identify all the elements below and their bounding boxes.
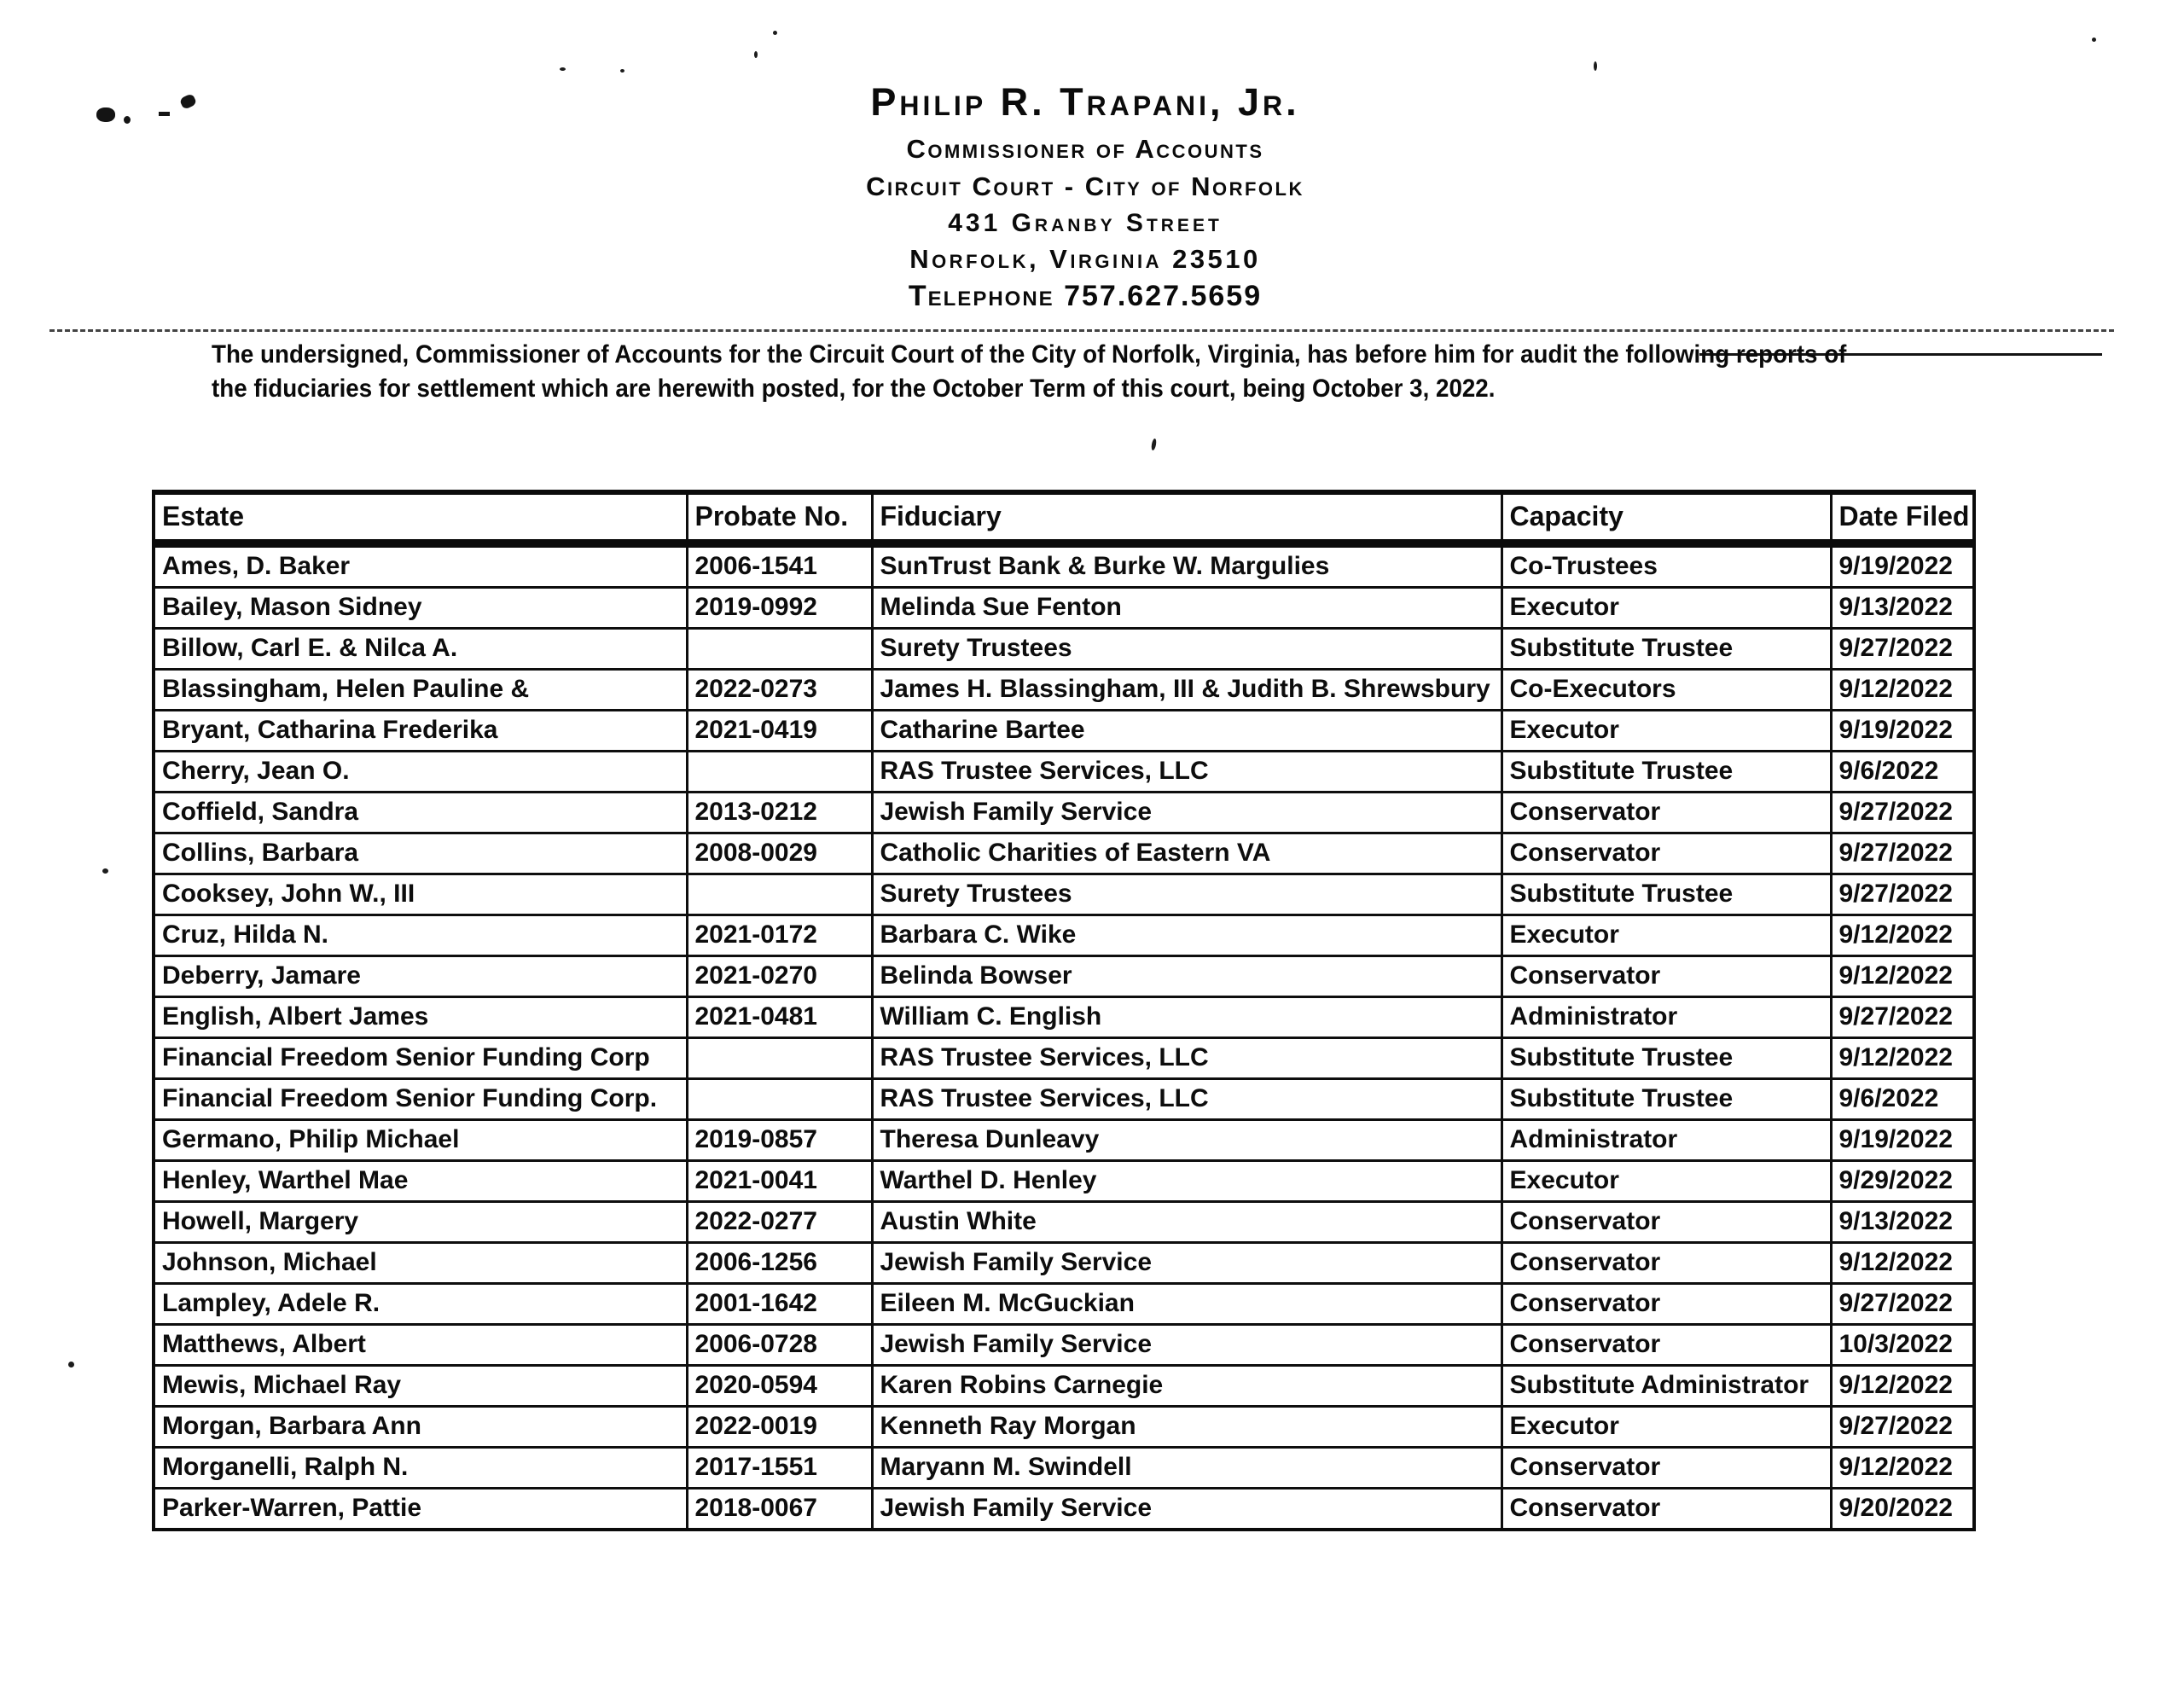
notice-line-2: the fiduciaries for settlement which are herewith posted, for the October Term of this court, being October 3, 2022. — [212, 375, 1496, 403]
cell-capacity: Substitute Trustee — [1502, 752, 1831, 793]
cell-estate: Ames, D. Baker — [154, 543, 687, 588]
cell-fiduciary: Theresa Dunleavy — [872, 1120, 1502, 1161]
cell-probate-no: 2001-1642 — [687, 1284, 872, 1325]
cell-capacity: Conservator — [1502, 1284, 1831, 1325]
cell-estate: Bailey, Mason Sidney — [154, 588, 687, 629]
cell-date-filed: 9/27/2022 — [1831, 629, 1974, 670]
cell-fiduciary: Catharine Bartee — [872, 711, 1502, 752]
cell-estate: Financial Freedom Senior Funding Corp. — [154, 1079, 687, 1120]
cell-fiduciary: Jewish Family Service — [872, 1489, 1502, 1530]
col-header-capacity: Capacity — [1502, 492, 1831, 543]
cell-probate-no: 2021-0041 — [687, 1161, 872, 1202]
cell-capacity: Conservator — [1502, 1202, 1831, 1243]
cell-capacity: Administrator — [1502, 1120, 1831, 1161]
col-header-fiduciary: Fiduciary — [872, 492, 1502, 543]
cell-fiduciary: Jewish Family Service — [872, 1325, 1502, 1366]
cell-estate: Howell, Margery — [154, 1202, 687, 1243]
cell-capacity: Substitute Trustee — [1502, 1038, 1831, 1079]
cell-probate-no: 2006-1541 — [687, 543, 872, 588]
cell-estate: Billow, Carl E. & Nilca A. — [154, 629, 687, 670]
cell-capacity: Administrator — [1502, 997, 1831, 1038]
cell-probate-no: 2018-0067 — [687, 1489, 872, 1530]
cell-probate-no — [687, 874, 872, 915]
table-row — [154, 915, 1974, 956]
notice-line-1: The undersigned, Commissioner of Accounts for the Circuit Court of the City of Norfolk, Virginia, has before him for audit the following reports of — [212, 340, 1847, 369]
cell-probate-no: 2008-0029 — [687, 833, 872, 874]
cell-fiduciary: RAS Trustee Services, LLC — [872, 752, 1502, 793]
cell-estate: Johnson, Michael — [154, 1243, 687, 1284]
table-row — [154, 1407, 1974, 1448]
cell-capacity: Co-Executors — [1502, 670, 1831, 711]
cell-date-filed: 9/20/2022 — [1831, 1489, 1974, 1530]
cell-probate-no — [687, 1038, 872, 1079]
cell-probate-no: 2022-0019 — [687, 1407, 872, 1448]
cell-estate: Mewis, Michael Ray — [154, 1366, 687, 1407]
cell-capacity: Substitute Administrator — [1502, 1366, 1831, 1407]
cell-probate-no: 2022-0273 — [687, 670, 872, 711]
estate-table-body — [154, 543, 1974, 1530]
table-row — [154, 711, 1974, 752]
cell-date-filed: 9/19/2022 — [1831, 543, 1974, 588]
cell-estate: Germano, Philip Michael — [154, 1120, 687, 1161]
cell-date-filed: 9/13/2022 — [1831, 1202, 1974, 1243]
letterhead-address: 431 Granby Street — [948, 209, 1223, 237]
table-row — [154, 1325, 1974, 1366]
cell-probate-no: 2021-0481 — [687, 997, 872, 1038]
cell-probate-no: 2006-1256 — [687, 1243, 872, 1284]
table-row — [154, 956, 1974, 997]
cell-capacity: Executor — [1502, 711, 1831, 752]
letterhead-court: Circuit Court - City of Norfolk — [866, 171, 1304, 201]
cell-capacity: Conservator — [1502, 1325, 1831, 1366]
table-row — [154, 833, 1974, 874]
table-row — [154, 670, 1974, 711]
cell-fiduciary: Catholic Charities of Eastern VA — [872, 833, 1502, 874]
table-row — [154, 1161, 1974, 1202]
cell-date-filed: 9/6/2022 — [1831, 752, 1974, 793]
cell-estate: Coffield, Sandra — [154, 793, 687, 833]
table-header-row — [154, 492, 1974, 543]
cell-date-filed: 9/19/2022 — [1831, 711, 1974, 752]
table-row — [154, 1366, 1974, 1407]
cell-probate-no: 2021-0172 — [687, 915, 872, 956]
cell-date-filed: 9/12/2022 — [1831, 915, 1974, 956]
table-row — [154, 1202, 1974, 1243]
table-row — [154, 629, 1974, 670]
cell-fiduciary: Belinda Bowser — [872, 956, 1502, 997]
cell-date-filed: 9/27/2022 — [1831, 874, 1974, 915]
cell-capacity: Substitute Trustee — [1502, 629, 1831, 670]
cell-capacity: Co-Trustees — [1502, 543, 1831, 588]
cell-date-filed: 9/27/2022 — [1831, 833, 1974, 874]
table-row — [154, 588, 1974, 629]
cell-date-filed: 9/12/2022 — [1831, 670, 1974, 711]
cell-date-filed: 9/12/2022 — [1831, 956, 1974, 997]
table-row — [154, 1038, 1974, 1079]
scan-speck — [754, 51, 758, 58]
cell-capacity: Conservator — [1502, 833, 1831, 874]
cell-fiduciary: Melinda Sue Fenton — [872, 588, 1502, 629]
cell-date-filed: 9/29/2022 — [1831, 1161, 1974, 1202]
table-row — [154, 793, 1974, 833]
cell-estate: English, Albert James — [154, 997, 687, 1038]
cell-capacity: Conservator — [1502, 1489, 1831, 1530]
table-row — [154, 1284, 1974, 1325]
table-row — [154, 543, 1974, 588]
cell-capacity: Executor — [1502, 915, 1831, 956]
cell-fiduciary: RAS Trustee Services, LLC — [872, 1038, 1502, 1079]
cell-probate-no: 2019-0992 — [687, 588, 872, 629]
cell-probate-no — [687, 1079, 872, 1120]
table-row — [154, 874, 1974, 915]
cell-date-filed: 9/13/2022 — [1831, 588, 1974, 629]
cell-estate: Henley, Warthel Mae — [154, 1161, 687, 1202]
cell-date-filed: 9/27/2022 — [1831, 997, 1974, 1038]
col-header-probate-no: Probate No. — [687, 492, 872, 543]
cell-probate-no: 2020-0594 — [687, 1366, 872, 1407]
cell-fiduciary: Barbara C. Wike — [872, 915, 1502, 956]
cell-estate: Morganelli, Ralph N. — [154, 1448, 687, 1489]
cell-capacity: Conservator — [1502, 1243, 1831, 1284]
letterhead-title: Commissioner of Accounts — [906, 134, 1264, 164]
cell-estate: Morgan, Barbara Ann — [154, 1407, 687, 1448]
table-row — [154, 1243, 1974, 1284]
cell-probate-no: 2022-0277 — [687, 1202, 872, 1243]
cell-date-filed: 9/12/2022 — [1831, 1366, 1974, 1407]
cell-estate: Deberry, Jamare — [154, 956, 687, 997]
cell-capacity: Executor — [1502, 1161, 1831, 1202]
cell-estate: Parker-Warren, Pattie — [154, 1489, 687, 1530]
cell-estate: Collins, Barbara — [154, 833, 687, 874]
cell-probate-no: 2013-0212 — [687, 793, 872, 833]
cell-fiduciary: Eileen M. McGuckian — [872, 1284, 1502, 1325]
cell-fiduciary: Surety Trustees — [872, 629, 1502, 670]
scan-speck — [2092, 38, 2096, 42]
table-row — [154, 997, 1974, 1038]
cell-estate: Financial Freedom Senior Funding Corp — [154, 1038, 687, 1079]
cell-fiduciary: Maryann M. Swindell — [872, 1448, 1502, 1489]
cell-date-filed: 9/27/2022 — [1831, 1407, 1974, 1448]
cell-capacity: Substitute Trustee — [1502, 1079, 1831, 1120]
scan-speck — [773, 31, 777, 35]
cell-fiduciary: RAS Trustee Services, LLC — [872, 1079, 1502, 1120]
letterhead-phone: Telephone 757.627.5659 — [908, 280, 1263, 312]
cell-fiduciary: Jewish Family Service — [872, 1243, 1502, 1284]
cell-fiduciary: Warthel D. Henley — [872, 1161, 1502, 1202]
cell-date-filed: 9/27/2022 — [1831, 1284, 1974, 1325]
cell-estate: Matthews, Albert — [154, 1325, 687, 1366]
cell-capacity: Executor — [1502, 588, 1831, 629]
cell-estate: Cruz, Hilda N. — [154, 915, 687, 956]
cell-estate: Blassingham, Helen Pauline & — [154, 670, 687, 711]
table-row — [154, 752, 1974, 793]
scan-speck — [560, 67, 566, 71]
cell-fiduciary: Surety Trustees — [872, 874, 1502, 915]
cell-capacity: Conservator — [1502, 956, 1831, 997]
cell-date-filed: 9/19/2022 — [1831, 1120, 1974, 1161]
table-row — [154, 1120, 1974, 1161]
scan-speck — [620, 69, 624, 73]
cell-probate-no: 2006-0728 — [687, 1325, 872, 1366]
cell-fiduciary: Jewish Family Service — [872, 793, 1502, 833]
cell-probate-no: 2021-0270 — [687, 956, 872, 997]
cell-estate: Cooksey, John W., III — [154, 874, 687, 915]
scan-speck — [1151, 438, 1157, 451]
table-row — [154, 1079, 1974, 1120]
cell-fiduciary: William C. English — [872, 997, 1502, 1038]
cell-probate-no: 2019-0857 — [687, 1120, 872, 1161]
cell-date-filed: 9/12/2022 — [1831, 1448, 1974, 1489]
cell-capacity: Substitute Trustee — [1502, 874, 1831, 915]
cell-fiduciary: Austin White — [872, 1202, 1502, 1243]
cell-capacity: Conservator — [1502, 793, 1831, 833]
cell-capacity: Executor — [1502, 1407, 1831, 1448]
cell-fiduciary: SunTrust Bank & Burke W. Margulies — [872, 543, 1502, 588]
cell-estate: Cherry, Jean O. — [154, 752, 687, 793]
cell-fiduciary: James H. Blassingham, III & Judith B. Shrewsbury — [872, 670, 1502, 711]
cell-probate-no: 2017-1551 — [687, 1448, 872, 1489]
cell-date-filed: 10/3/2022 — [1831, 1325, 1974, 1366]
cell-probate-no: 2021-0419 — [687, 711, 872, 752]
cell-probate-no — [687, 752, 872, 793]
scan-artifact-rule — [49, 329, 2114, 332]
cell-date-filed: 9/6/2022 — [1831, 1079, 1974, 1120]
scan-speck — [102, 868, 108, 874]
fiduciary-reports-table — [152, 490, 1976, 1531]
table-row — [154, 1448, 1974, 1489]
cell-capacity: Conservator — [1502, 1448, 1831, 1489]
letterhead — [0, 80, 2170, 313]
cell-estate: Lampley, Adele R. — [154, 1284, 687, 1325]
table-row — [154, 1489, 1974, 1530]
cell-fiduciary: Kenneth Ray Morgan — [872, 1407, 1502, 1448]
letterhead-city: Norfolk, Virginia 23510 — [909, 244, 1261, 274]
letterhead-name: Philip R. Trapani, Jr. — [870, 80, 1300, 124]
notice-paragraph — [212, 338, 1846, 406]
col-header-date-filed: Date Filed — [1831, 492, 1974, 543]
cell-estate: Bryant, Catharina Frederika — [154, 711, 687, 752]
cell-date-filed: 9/12/2022 — [1831, 1038, 1974, 1079]
cell-date-filed: 9/12/2022 — [1831, 1243, 1974, 1284]
scan-speck — [1594, 61, 1597, 71]
cell-fiduciary: Karen Robins Carnegie — [872, 1366, 1502, 1407]
cell-probate-no — [687, 629, 872, 670]
scan-speck — [68, 1362, 74, 1368]
cell-date-filed: 9/27/2022 — [1831, 793, 1974, 833]
col-header-estate: Estate — [154, 492, 687, 543]
